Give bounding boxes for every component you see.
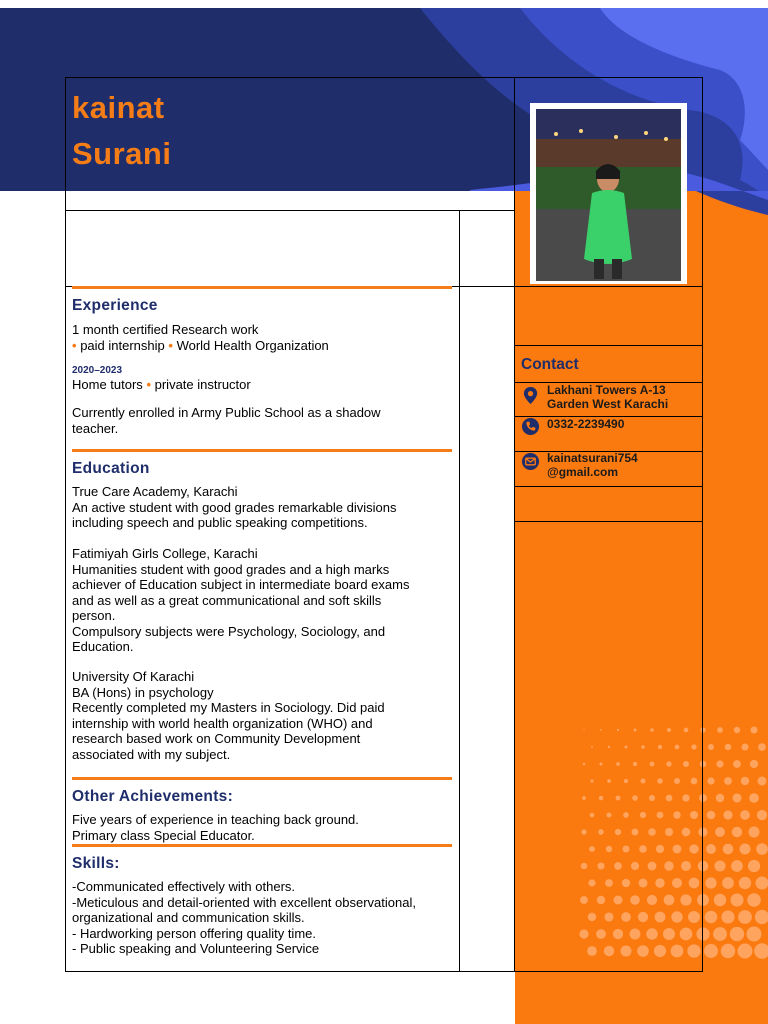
profile-photo-image [536, 109, 681, 281]
contact-phone[interactable]: 0332-2239490 [547, 417, 625, 431]
skill-line: -Meticulous and detail-oriented with excellent observational, [72, 894, 416, 910]
email-icon [521, 452, 540, 471]
education-line: An active student with good grades remarkable divisions [72, 499, 397, 515]
education-line: BA (Hons) in psychology [72, 684, 214, 700]
education-line: internship with world health organization (WHO) and [72, 715, 373, 731]
row-line [65, 210, 515, 211]
experience-body [72, 377, 457, 393]
education-block [72, 669, 457, 762]
skill-line: -Communicated effectively with others. [72, 879, 296, 894]
education-line: research based work on Community Development [72, 731, 361, 746]
experience-body [72, 322, 457, 353]
section-divider [72, 844, 452, 847]
education-block [72, 546, 457, 655]
education-line: Education. [72, 639, 134, 654]
frame-right [702, 77, 703, 972]
education-line: and as well as a great communicational and soft skills [72, 592, 382, 608]
inner-divider [459, 210, 460, 972]
education-line: achiever of Education subject in intermediate board exams [72, 577, 410, 592]
address-line: Garden West Karachi [547, 397, 669, 411]
row-line [515, 486, 703, 487]
column-divider [514, 77, 515, 972]
education-line: including speech and public speaking competitions. [72, 515, 368, 530]
skill-line: - Public speaking and Volunteering Service [72, 941, 320, 956]
skills-title: Skills: [72, 855, 120, 872]
location-pin-icon [521, 386, 540, 405]
experience-line: 1 month certified Research work [72, 322, 259, 337]
email-line: kainatsurani754 [547, 451, 638, 465]
education-title: Education [72, 460, 150, 477]
education-line: Humanities student with good grades and a high marks [72, 561, 390, 577]
row-line [515, 345, 703, 346]
section-divider [72, 286, 452, 289]
frame-top [65, 77, 703, 78]
section-divider [72, 449, 452, 452]
education-line: True Care Academy, Karachi [72, 484, 238, 499]
sidebar-panel [515, 191, 768, 1024]
education-line: University Of Karachi [72, 669, 195, 684]
address-line: Lakhani Towers A-13 [547, 383, 666, 397]
achievement-line: Five years of experience in teaching back ground. [72, 812, 359, 827]
education-block [72, 484, 457, 531]
skill-line: organizational and communication skills. [72, 910, 305, 925]
experience-body [72, 405, 457, 436]
education-line: Fatimiyah Girls College, Karachi [72, 546, 258, 561]
name-first: kainat [72, 90, 165, 125]
frame-left [65, 77, 66, 972]
contact-address [547, 383, 668, 411]
skill-line: - Hardworking person offering quality time. [72, 925, 316, 941]
education-line: person. [72, 608, 116, 623]
education-line: Recently completed my Masters in Sociology. Did paid [72, 700, 385, 715]
section-divider [72, 777, 452, 780]
education-line: Compulsory subjects were Psychology, Sociology, and [72, 623, 386, 639]
achievement-line: Primary class Special Educator. [72, 827, 255, 843]
profile-photo [530, 103, 687, 284]
contact-title: Contact [521, 356, 579, 373]
experience-line: teacher. [72, 420, 119, 436]
name-last: Surani [72, 136, 172, 171]
experience-line: Home tutors • private instructor [72, 377, 251, 392]
experience-title: Experience [72, 297, 158, 314]
experience-date: 2020–2023 [72, 365, 123, 376]
education-line: associated with my subject. [72, 746, 231, 762]
experience-line: Currently enrolled in Army Public School as a shadow [72, 405, 381, 420]
experience-line: • paid internship • World Health Organization [72, 337, 329, 353]
phone-icon [521, 417, 540, 436]
contact-email[interactable] [547, 451, 638, 479]
achievements-title: Other Achievements: [72, 788, 234, 805]
skills-body [72, 879, 457, 957]
frame-bottom [65, 971, 703, 972]
email-line: @gmail.com [547, 465, 619, 479]
row-line [515, 521, 703, 522]
achievements-body [72, 812, 457, 843]
